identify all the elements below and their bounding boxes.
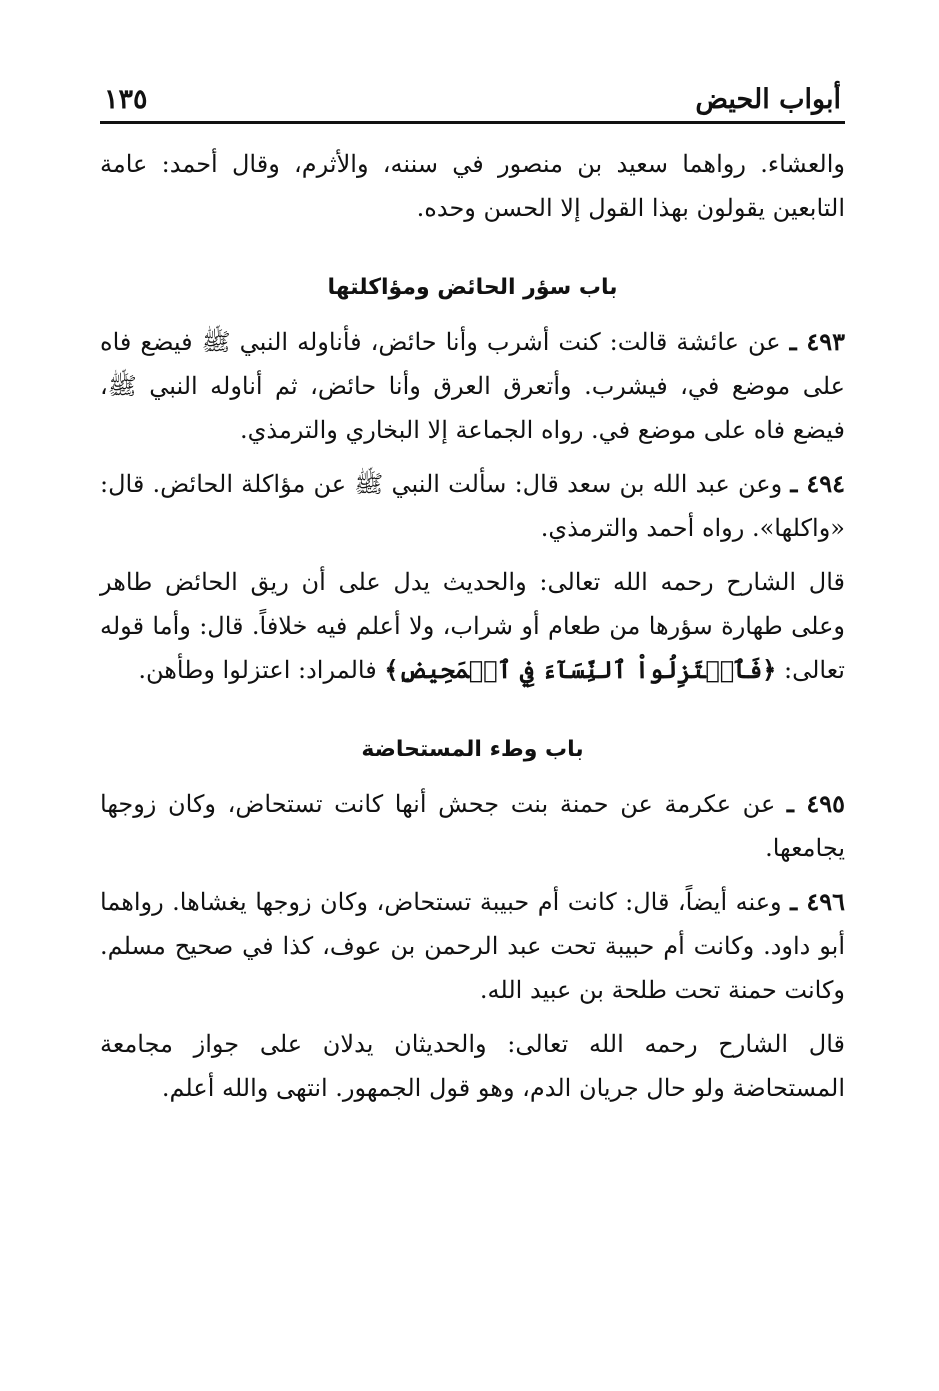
hadith-number: ٤٩٥ ـ <box>786 789 845 818</box>
running-header <box>100 78 845 124</box>
commentary-paragraph: قال الشارح رحمه الله تعالى: والحديثان يدلان على جواز مجامعة المستحاضة ولو حال جريان الدم، وهو قول الجمهور. انتهى والله أعلم. <box>100 1030 845 1102</box>
commentary-text: فالمراد: اعتزلوا وطأهن. <box>138 656 377 684</box>
hadith-number: ٤٩٤ ـ <box>790 469 845 498</box>
continued-paragraph: والعشاء. رواهما سعيد بن منصور في سننه، والأثرم، وقال أحمد: عامة التابعين يقولون بهذا القول إلا الحسن وحده. <box>100 150 845 222</box>
hadith-text: عن عكرمة عن حمنة بنت جحش أنها كانت تستحاض، وكان زوجها يجامعها. <box>100 790 845 862</box>
quran-verse: ﴿فَٱعۡتَزِلُواْ ٱلنِّسَآءَ فِي ٱلۡمَحِيضِ﴾ <box>384 655 777 684</box>
commentary-text: قال الشارح رحمه الله تعالى: والحديث يدل على أن ريق الحائض طاهر وعلى طهارة سؤرها من طعام أو شراب، ولا أعلم فيه خلافاً. قال: وأما قوله تعالى: <box>100 568 845 684</box>
section-heading-menstruant-leftovers: باب سؤر الحائض ومؤاكلتها <box>327 275 618 300</box>
hadith-496 <box>100 880 845 1012</box>
page-body <box>100 142 845 1110</box>
hadith-text: وعن عبد الله بن سعد قال: سألت النبي ﷺ عن مؤاكلة الحائض. قال: «واكلها». رواه أحمد والترمذي. <box>100 470 845 542</box>
commentary-paragraph <box>100 560 845 692</box>
hadith-494 <box>100 462 845 550</box>
hadith-number: ٤٩٦ ـ <box>790 887 845 916</box>
hadith-text: وعنه أيضاً، قال: كانت أم حبيبة تستحاض، وكان زوجها يغشاها. رواهما أبو داود. وكانت أم حبيبة تحت عبد الرحمن بن عوف، كذا في صحيح مسلم. وكانت حمنة تحت طلحة بن عبيد الله. <box>100 888 845 1004</box>
hadith-493 <box>100 320 845 452</box>
book-page <box>100 78 845 1120</box>
hadith-text: عن عائشة قالت: كنت أشرب وأنا حائض، فأناوله النبي ﷺ فيضع فاه على موضع في، فيشرب. وأتعرق العرق وأنا حائض، ثم أناوله النبي ﷺ، فيضع فاه على موضع في. رواه الجماعة إلا البخاري والترمذي. <box>100 328 845 444</box>
hadith-495 <box>100 782 845 870</box>
chapter-title: أبواب الحيض <box>695 84 841 115</box>
hadith-number: ٤٩٣ ـ <box>789 327 845 356</box>
page-number: ١٣٥ <box>104 84 148 115</box>
section-heading-mustahada: باب وطء المستحاضة <box>361 737 584 762</box>
